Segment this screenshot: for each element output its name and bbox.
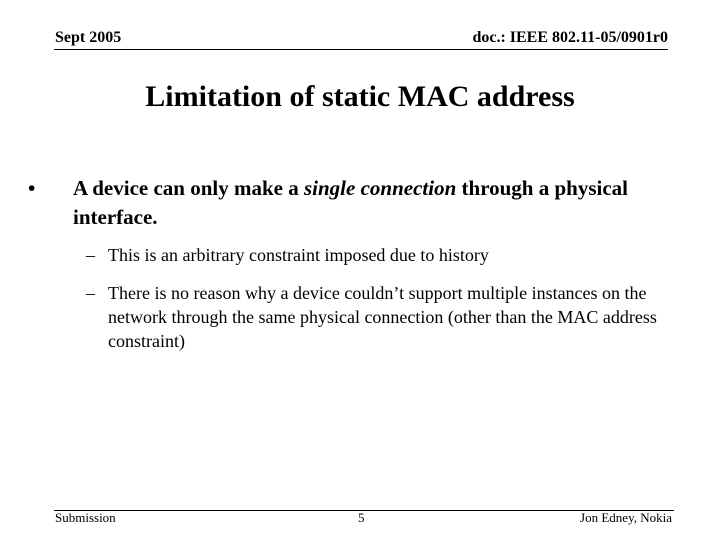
bullet-marker: • xyxy=(28,176,36,200)
dash-marker: – xyxy=(86,283,95,303)
main-bullet xyxy=(28,174,668,232)
sub-bullet-2 xyxy=(86,281,706,353)
main-bullet-text-start: A device can only make a xyxy=(73,176,304,200)
page-number: 5 xyxy=(358,510,365,525)
dash-marker: – xyxy=(86,245,95,265)
main-bullet-text-end: through a physical interface. xyxy=(73,176,629,229)
main-bullet-text xyxy=(73,174,668,232)
header-date: Sept 2005 xyxy=(55,29,122,46)
footer-author: Jon Edney, Nokia xyxy=(580,510,672,525)
sub-bullet-1 xyxy=(86,243,706,267)
footer-submission: Submission xyxy=(55,510,116,525)
main-bullet-emphasis: single connection xyxy=(304,176,457,200)
sub-bullet-2-text: There is no reason why a device couldn’t support multiple instances on the network through the same physical connection (other than the MAC address constraint) xyxy=(108,283,657,351)
sub-bullet-1-text: This is an arbitrary constraint imposed due to history xyxy=(108,245,489,265)
header-doc-id: doc.: IEEE 802.11-05/0901r0 xyxy=(472,29,668,46)
slide-title: Limitation of static MAC address xyxy=(145,80,575,113)
header-divider xyxy=(54,49,668,50)
